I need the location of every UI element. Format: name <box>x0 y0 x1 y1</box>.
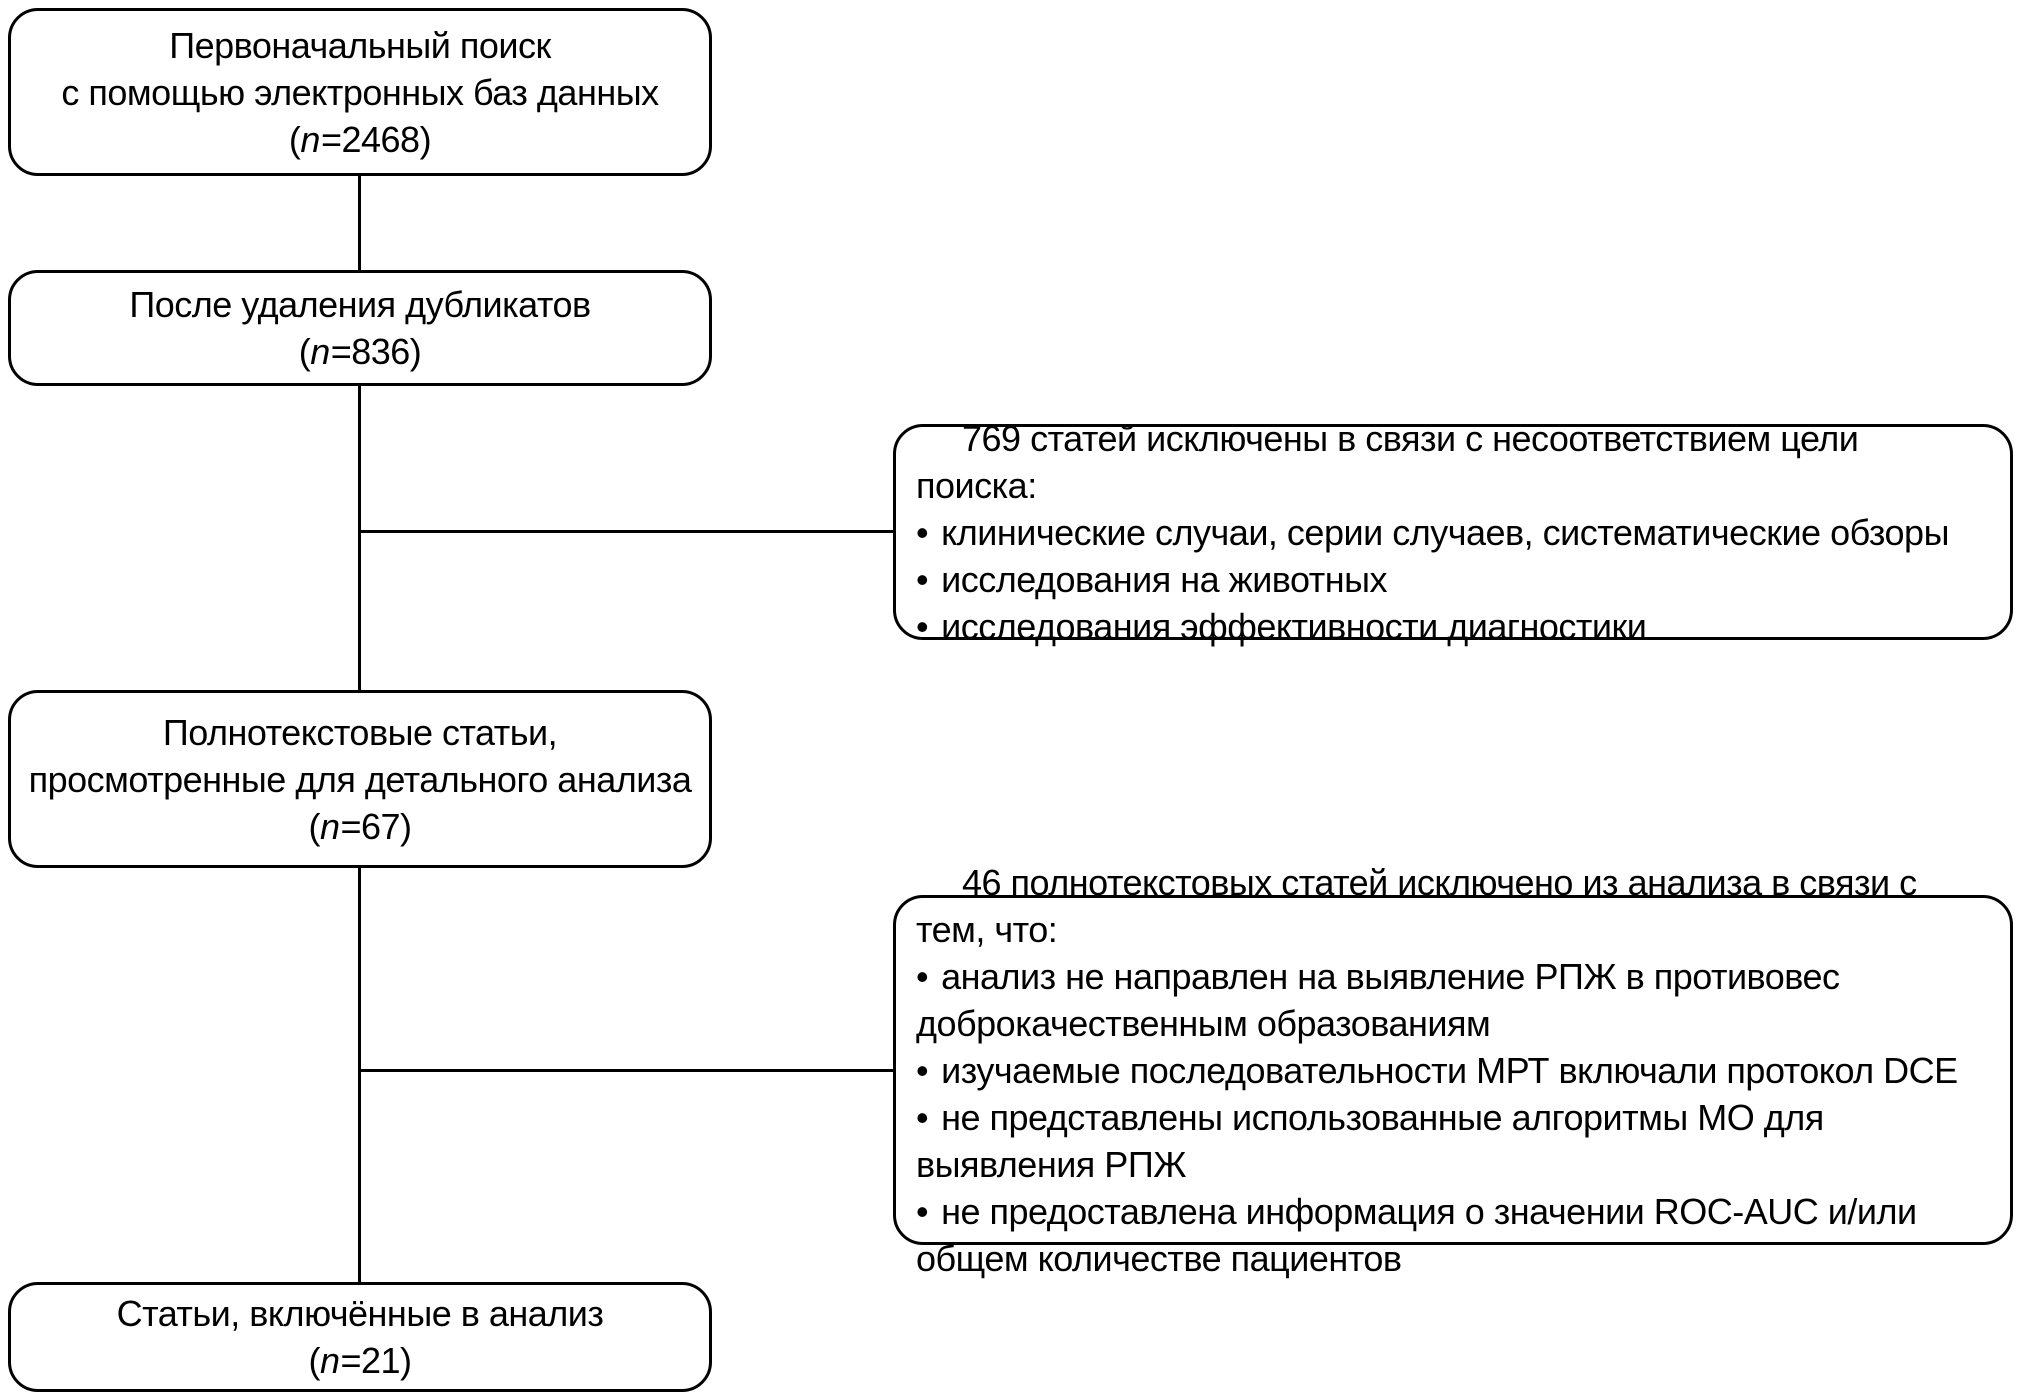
box-text-line: Статьи, включённые в анализ <box>116 1293 604 1334</box>
box-included-in-analysis <box>8 1282 712 1392</box>
count-variable: n <box>319 1340 340 1381</box>
bullet-icon: • <box>916 605 929 647</box>
box-text-line: с помощью электронных баз данных <box>61 71 659 113</box>
bullet-icon: • <box>916 1049 929 1091</box>
box-excluded-46 <box>893 861 2013 1279</box>
box-text-line: Первоначальный поиск <box>169 24 551 66</box>
exclusion-bullet-list <box>916 953 1988 1282</box>
box-after-duplicates <box>8 270 712 386</box>
count-value: =2468) <box>320 118 432 160</box>
connector-branch-excluded-769 <box>358 530 893 533</box>
box-count <box>308 803 411 850</box>
count-paren: ( <box>308 1340 320 1381</box>
connector-branch-excluded-46 <box>358 1069 893 1072</box>
count-variable: n <box>300 118 320 160</box>
exclusion-header: 46 полнотекстовых статей исключено из анализа в связи с тем, что: <box>916 861 1917 950</box>
box-text-line: После удаления дубликатов <box>129 284 591 325</box>
bullet-text: не представлены использованные алгоритмы МО для выявления РПЖ <box>916 1096 1824 1185</box>
count-value: =836) <box>330 331 422 372</box>
count-paren: ( <box>298 331 311 372</box>
box-initial-search <box>8 8 712 176</box>
box-count <box>289 116 431 163</box>
exclusion-bullet-item <box>916 556 1988 603</box>
box-fulltext-reviewed <box>8 690 712 868</box>
exclusion-bullet-item <box>916 953 1988 1047</box>
box-count <box>299 328 422 375</box>
box-text-lines <box>117 1290 604 1337</box>
box-count <box>308 1337 411 1384</box>
bullet-icon: • <box>916 511 929 553</box>
bullet-icon: • <box>916 955 929 997</box>
box-text-line: просмотренные для детального анализа <box>28 758 692 800</box>
bullet-text: не предоставлена информация о значении ROC-AUC и/или общем количестве пациентов <box>916 1190 1917 1279</box>
bullet-text: исследования эффективности диагностики <box>941 605 1647 647</box>
connector-duplicates-to-fulltext <box>358 386 361 692</box>
box-text-lines <box>129 281 590 328</box>
box-text-lines <box>29 709 692 803</box>
bullet-icon: • <box>916 558 929 600</box>
box-excluded-769 <box>893 417 2013 647</box>
bullet-text: изучаемые последовательности МРТ включали протокол DCE <box>941 1049 1958 1091</box>
exclusion-header: 769 статей исключены в связи с несоответствием цели поиска: <box>916 417 1859 506</box>
count-value: =67) <box>340 805 412 847</box>
count-variable: n <box>310 331 330 372</box>
exclusion-bullet-item <box>916 603 1988 650</box>
bullet-text: клинические случаи, серии случаев, систематические обзоры <box>941 511 1949 553</box>
exclusion-bullet-item <box>916 1094 1988 1188</box>
box-text-line: Полнотекстовые статьи, <box>162 711 558 753</box>
count-paren: ( <box>288 118 301 160</box>
count-value: =21) <box>340 1340 412 1381</box>
bullet-icon: • <box>916 1190 929 1232</box>
exclusion-bullet-item <box>916 509 1988 556</box>
exclusion-bullet-item <box>916 1188 1988 1282</box>
count-paren: ( <box>308 805 320 847</box>
connector-initial-to-duplicates <box>358 176 361 272</box>
box-text-lines <box>61 22 658 116</box>
bullet-text: исследования на животных <box>941 558 1388 600</box>
bullet-text: анализ не направлен на выявление РПЖ в противовес доброкачественным образованиям <box>916 955 1840 1044</box>
bullet-icon: • <box>916 1096 929 1138</box>
exclusion-bullet-list <box>916 509 1988 650</box>
exclusion-bullet-item <box>916 1047 1988 1094</box>
count-variable: n <box>319 805 340 847</box>
connector-fulltext-to-included <box>358 866 361 1284</box>
